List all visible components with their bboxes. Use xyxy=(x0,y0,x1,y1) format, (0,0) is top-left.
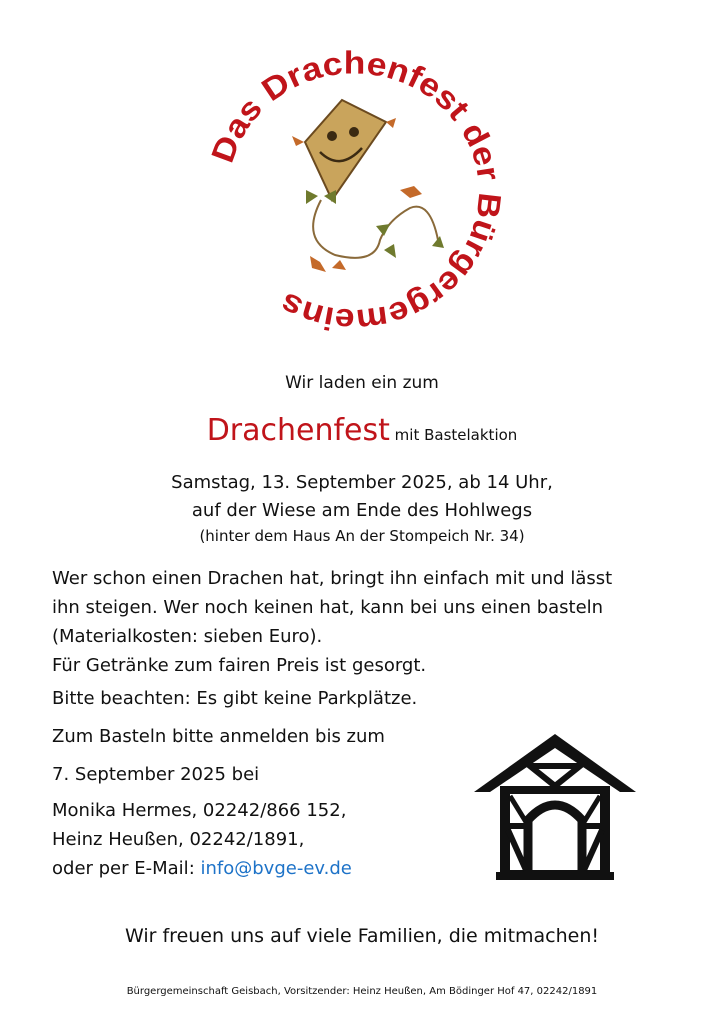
description-line: Für Getränke zum fairen Preis ist gesorgt. xyxy=(52,655,427,676)
closing-message: Wir freuen uns auf viele Familien, die mitmachen! xyxy=(124,925,600,947)
email-prefix: oder per E-Mail: xyxy=(52,858,201,879)
event-title-suffix: mit Bastelaktion xyxy=(389,426,518,444)
footer-text: Bürgergemeinschaft Geisbach, Vorsitzender: Heinz Heußen, Am Bödinger Hof 47, 02242/1891 xyxy=(126,986,598,997)
deadline-suffix: bei xyxy=(225,764,260,785)
event-title-main: Drachenfest xyxy=(206,413,390,448)
description-line: Wer schon einen Drachen hat, bringt ihn einfach mit und lässt xyxy=(52,568,613,589)
contact-heinz: Heinz Heußen, 02242/1891, xyxy=(52,829,305,850)
contact-email xyxy=(52,858,352,879)
email-link[interactable]: info@bvge-ev.de xyxy=(200,858,352,879)
event-title xyxy=(0,413,724,448)
description-line: ihn steigen. Wer noch keinen hat, kann bei uns einen basteln xyxy=(52,597,604,618)
event-date-location xyxy=(0,469,724,525)
event-description xyxy=(52,564,692,680)
description-line: (Materialkosten: sieben Euro). xyxy=(52,626,323,647)
logo-arc-text: Das Drachenfest der Bürgergemeins xyxy=(204,44,509,339)
half-timbered-house-icon xyxy=(470,730,640,880)
parking-notice: Bitte beachten: Es gibt keine Parkplätze. xyxy=(52,688,418,709)
registration-deadline xyxy=(52,764,259,785)
deadline-date: 7. September 2025 xyxy=(52,764,226,785)
invite-text: Wir laden ein zum xyxy=(285,373,439,393)
registration-notice: Zum Basteln bitte anmelden bis zum xyxy=(52,726,385,747)
kite-logo-icon xyxy=(200,40,520,340)
location-note: (hinter dem Haus An der Stompeich Nr. 34) xyxy=(199,527,525,545)
contact-monika: Monika Hermes, 02242/866 152, xyxy=(52,800,347,821)
event-date: Samstag, 13. September 2025, ab 14 Uhr, xyxy=(171,472,553,493)
event-location: auf der Wiese am Ende des Hohlwegs xyxy=(191,500,533,521)
kite-body-icon xyxy=(305,100,386,200)
